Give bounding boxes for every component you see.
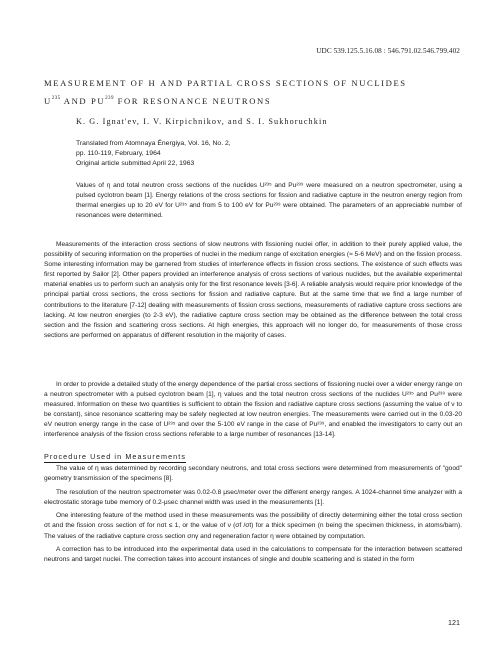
paragraph: The value of η was determined by recording secondary neutrons, and total cross sections were determined from measurements of "good" geometry transmission of the specimens [8]. <box>44 465 462 483</box>
title-line-1: MEASUREMENT OF Η AND PARTIAL CROSS SECTIONS OF NUCLIDES <box>44 78 407 88</box>
paragraph: One interesting feature of the method used in these measurements was the possibility of directly determining either the total cross section σt and the fission cross section σf for nσt ≤ 1, or the value of ν (σf /σt) for a thick specimen (n being the specimen thickness, in atoms/barn). The values of the radiative capture cross section σnγ and regeneration factor η were obtained by computation. <box>44 512 462 540</box>
udc-code: UDC 539.125.5.16.08 : 546.791.02.546.799.402 <box>316 47 460 55</box>
title-line-2: $U^{235}$ AND PU$^{239}$ FOR RESONANCE NEUTRONS <box>44 96 272 106</box>
paragraph: In order to provide a detailed study of the energy dependence of the partial cross sections of fissioning nuclei over a wider energy range on a neutron spectrometer with a pulsed cyclotron beam [1], η values and the total neutron cross sections of the nuclides U²³⁵ and Pu²³⁹ were measured. Information on these two quantities is sufficient to obtain the fission and radiative capture cross sections (assuming the value of ν to be constant), since resonance scattering may be safely neglected at low neutron energies. The measurements were carried out in the 0.03-20 eV neutron energy range in the case of U²³⁵ and over the 5-100 eV range in the case of Pu²³⁹, and enabled the investigators to carry out an interference analysis of the fission cross sections referable to a large number of resonances [13-14]. <box>44 381 462 439</box>
paragraph: The resolution of the neutron spectrometer was 0.02-0.8 μsec/meter over the different energy ranges. A 1024-channel time analyzer with a electrostatic storage tube memory of 0.2-μsec channel width was used in the measurements [1]. <box>44 488 462 506</box>
authors: K. G. Ignat'ev, I. V. Kirpichnikov, and S. I. Sukhoruchkin <box>76 117 328 126</box>
submission-date: Original article submitted April 22, 1963 <box>76 160 195 168</box>
page-range: pp. 110-119, February, 1964 <box>76 150 161 158</box>
page-number: 121 <box>448 618 460 627</box>
procedure-section <box>44 464 462 565</box>
article-title <box>44 76 464 109</box>
paragraph: A correction has to be introduced into the experimental data used in the calculations to compensate for the interaction between scattered neutrons and target nuclei. The correction takes into account instances of single and double scattering and is stated in the form <box>44 546 462 564</box>
introduction <box>44 240 462 341</box>
section-heading: Procedure Used in Measurements <box>44 452 187 461</box>
abstract: Values of η and total neutron cross sections of the nuclides U²³⁵ and Pu²³⁹ were measured on a neutron spectrometer, using a pulsed cyclotron beam [1]. Energy relations of the cross sections for fission and radiative capture in the neutron energy region from thermal energies up to 20 eV for U²³⁵ and from 5 to 100 eV for Pu²³⁹ were obtained. The parameters of an appreciable number of resonances were determined. <box>76 182 462 220</box>
paragraph: Measurements of the interaction cross sections of slow neutrons with fissioning nuclei offer, in addition to their purely applied value, the possibility of securing information on the properties of nuclei in the medium range of excitation energies (≈ 5-6 MeV) and on the fission process. Some interesting information may be garnered from studies of interference effects in fission cross sections. The existence of such effects was first reported by Sailor [2]. Other papers provided an interference analysis of cross sections of various nuclides, but the available experimental material enables us to perform such an analysis only for the first resonance levels [3-6]. A reliable analysis would require prior knowledge of the principal partial cross sections, the cross sections for fission and radiative capture. But at the same time that we find a large number of contributions to the literature [7-12] dealing with measurements of fission cross sections, measurements of radiative capture cross sections are lacking. At low neutron energies (to 2-3 eV), the radiative capture cross section may be obtained as the difference between the total cross section and the fission and scattering cross sections. At high energies, this approach will no longer do, for measurements of those cross sections are performed on apparatus of different resolution in the majority of cases. <box>44 241 462 339</box>
translated-from: Translated from Atomnaya Énergiya, Vol. 16, No. 2, <box>76 140 231 147</box>
introduction-continued <box>44 380 462 441</box>
translation-note <box>76 139 231 170</box>
